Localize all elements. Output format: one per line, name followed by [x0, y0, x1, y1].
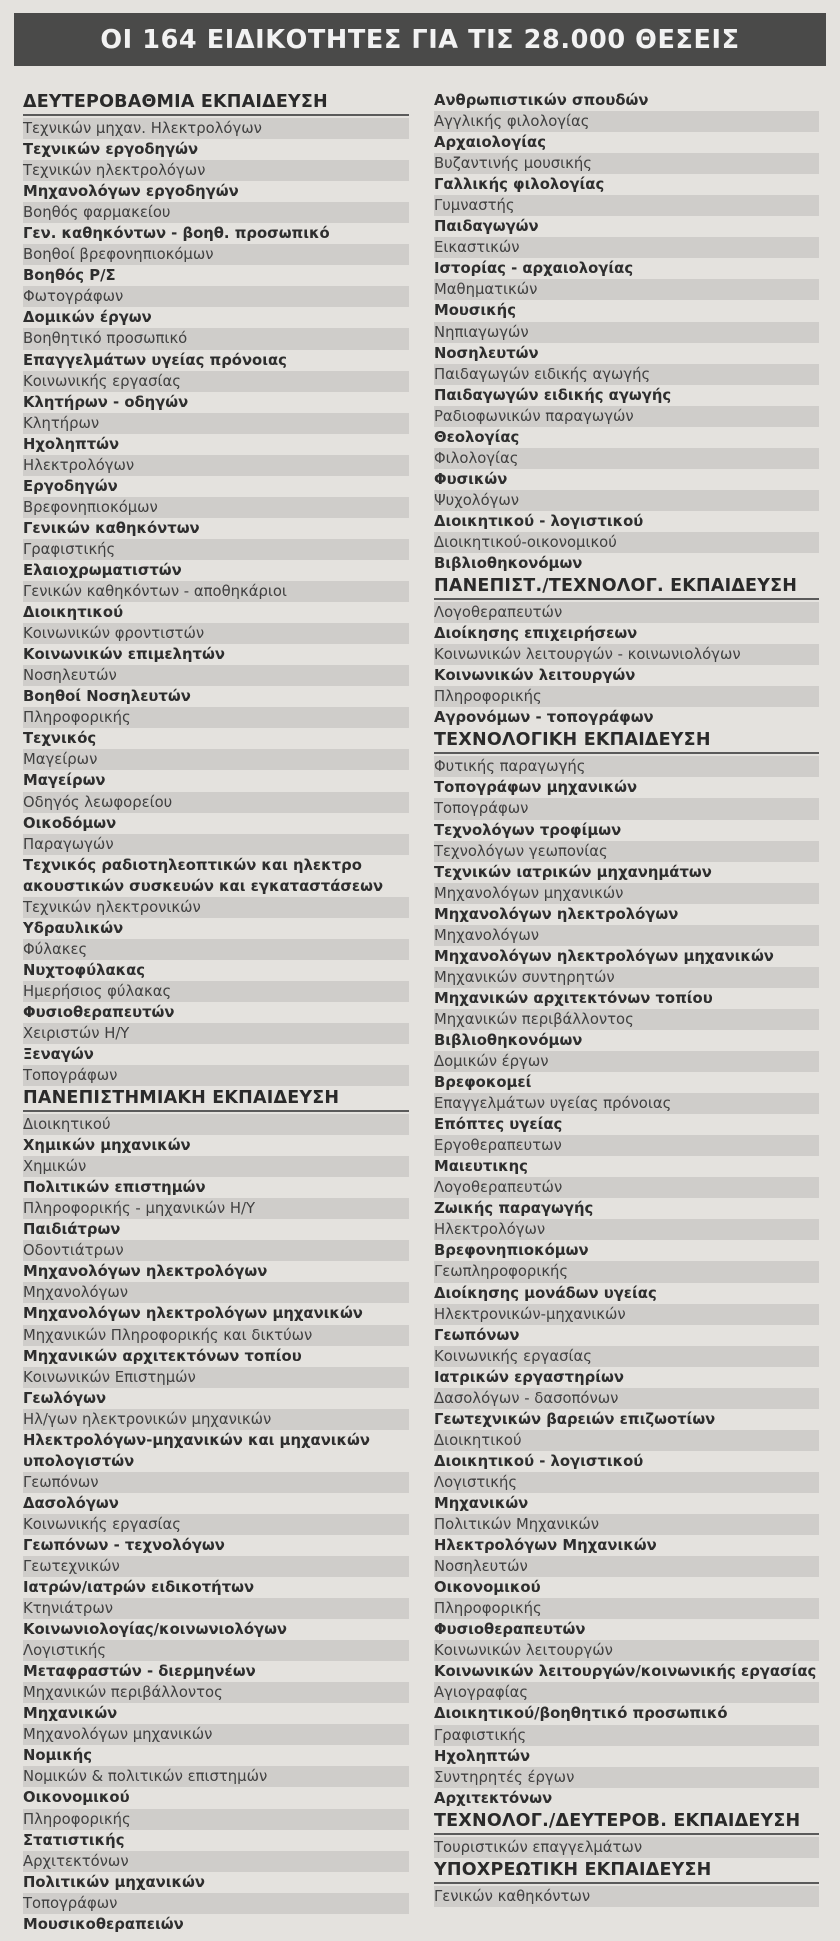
list-item: Διοικητικού - λογιστικού — [434, 512, 644, 530]
list-item: Αρχιτεκτόνων — [434, 1789, 553, 1807]
list-item: Τεχνικών μηχαν. Ηλεκτρολόγων — [23, 118, 409, 139]
list-item: Στατιστικής — [23, 1831, 125, 1849]
list-item: Μηχανολόγων — [434, 925, 819, 946]
list-item: Μηχανικών περιβάλλοντος — [434, 1009, 819, 1030]
list-item: Βρεφονηπιοκόμων — [434, 1242, 589, 1260]
list-item: Νοσηλευτών — [23, 665, 409, 686]
list-item: Βοηθητικό προσωπικό — [23, 328, 409, 349]
list-item: Φυσιοθεραπευτών — [434, 1621, 586, 1639]
list-item: Δασολόγων - δασοπόνων — [434, 1388, 819, 1409]
specialty-list — [23, 118, 409, 1086]
list-item: Μηχανολόγων ηλεκτρολόγων μηχανικών — [434, 947, 774, 965]
list-item: Επαγγελμάτων υγείας πρόνοιας — [23, 351, 287, 369]
list-item: Οδηγός λεωφορείου — [23, 792, 409, 813]
list-item: Ψυχολόγων — [434, 490, 819, 511]
list-item: Τοπογράφων μηχανικών — [434, 779, 638, 797]
list-item: Γραφιστικής — [434, 1725, 819, 1746]
list-item: Βρεφοκομεί — [434, 1074, 532, 1092]
list-item: Κοινωνικών λειτουργών — [434, 1640, 819, 1661]
specialty-list — [434, 90, 819, 574]
list-item: Γεωπόνων - τεχνολόγων — [23, 1536, 225, 1554]
list-item: Τεχνικός — [23, 730, 97, 748]
list-item: Ζωικής παραγωγής — [434, 1200, 594, 1218]
list-item: Γραφιστικής — [23, 539, 409, 560]
list-item: Τοπογράφων — [23, 1893, 409, 1914]
list-item: Φύλακες — [23, 939, 409, 960]
list-item: Εργοθεραπευτων — [434, 1135, 819, 1156]
list-item: Πληροφορικής — [434, 686, 819, 707]
list-item: Τοπογράφων — [23, 1065, 409, 1086]
list-item: Βυζαντινής μουσικής — [434, 153, 819, 174]
section-heading: ΠΑΝΕΠΙΣΤ./ΤΕΧΝΟΛΟΓ. ΕΚΠΑΙΔΕΥΣΗ — [434, 574, 819, 600]
list-item: Μηχανολόγων μηχανικών — [23, 1724, 409, 1745]
list-item: Βρεφονηπιοκόμων — [23, 497, 409, 518]
list-item: Μηχανολόγων ηλεκτρολόγων μηχανικών — [23, 1305, 363, 1323]
list-item: Λογιστικής — [434, 1472, 819, 1493]
list-item: Θεολογίας — [434, 428, 520, 446]
list-item: Ηλεκτρολόγων — [434, 1219, 819, 1240]
list-item: Ηλεκτρολόγων Μηχανικών — [434, 1537, 657, 1555]
list-item: Μηχανολόγων ηλεκτρολόγων — [434, 905, 679, 923]
list-item: Λογοθεραπευτών — [434, 602, 819, 623]
list-item: Μηχανικών περιβάλλοντος — [23, 1682, 409, 1703]
list-item: Διοικητικού — [434, 1430, 819, 1451]
title-banner — [14, 13, 826, 66]
list-item: Τεχνικών ιατρικών μηχανημάτων — [434, 863, 712, 881]
list-item: Τεχνικός ραδιοτηλεοπτικών και ηλεκτρο ακουστικών συσκευών και εγκαταστάσεων — [23, 856, 384, 895]
list-item: Ραδιοφωνικών παραγωγών — [434, 406, 819, 427]
list-item: Νοσηλευτών — [434, 344, 539, 362]
list-item: Επόπτες υγείας — [434, 1116, 563, 1134]
list-item: Δασολόγων — [23, 1494, 119, 1512]
list-item: Μηχανικών αρχιτεκτόνων τοπίου — [23, 1347, 302, 1365]
list-item: Αρχαιολογίας — [434, 134, 546, 152]
list-item: Γεωπόνων — [23, 1472, 409, 1493]
list-item: Τοπογράφων — [434, 798, 819, 819]
list-item: Πολιτικών επιστημών — [23, 1179, 206, 1197]
list-item: Κτηνιάτρων — [23, 1598, 409, 1619]
specialty-list — [434, 602, 819, 728]
list-item: Ιστορίας - αρχαιολογίας — [434, 260, 634, 278]
list-item: Ημερήσιος φύλακας — [23, 981, 409, 1002]
list-item: Γεωπόνων — [434, 1326, 520, 1344]
list-item: Μηχανολόγων — [23, 1282, 409, 1303]
list-item: Φυσιοθεραπευτών — [23, 1003, 175, 1021]
list-item: Πολιτικών Μηχανικών — [434, 1514, 819, 1535]
list-item: Μαγείρων — [23, 749, 409, 770]
list-item: Μηχανικών αρχιτεκτόνων τοπίου — [434, 989, 713, 1007]
list-item: Νυχτοφύλακας — [23, 961, 146, 979]
list-item: Νηπιαγωγών — [434, 322, 819, 343]
list-item: Πληροφορικής — [23, 1809, 409, 1830]
page-title: ΟΙ 164 ΕΙΔΙΚΟΤΗΤΕΣ ΓΙΑ ΤΙΣ 28.000 ΘΕΣΕΙΣ — [100, 24, 740, 55]
list-item: Κοινωνικών επιμελητών — [23, 646, 225, 664]
list-item: Παιδιάτρων — [23, 1221, 121, 1239]
list-item: Κοινωνικών λειτουργών - κοινωνιολόγων — [434, 644, 819, 665]
list-item: Ελαιοχρωματιστών — [23, 561, 182, 579]
section-heading: ΔΕΥΤΕΡΟΒΑΘΜΙΑ ΕΚΠΑΙΔΕΥΣΗ — [23, 90, 409, 116]
list-item: Μηχανικών Πληροφορικής και δικτύων — [23, 1325, 409, 1346]
right-column — [434, 90, 819, 1907]
list-item: Γεν. καθηκόντων - βοηθ. προσωπικό — [23, 225, 330, 243]
list-item: Βοηθοί Νοσηλευτών — [23, 688, 191, 706]
list-item: Ηλ/γων ηλεκτρονικών μηχανικών — [23, 1409, 409, 1430]
list-item: Μουσικής — [434, 302, 516, 320]
section-heading: ΠΑΝΕΠΙΣΤΗΜΙΑΚΗ ΕΚΠΑΙΔΕΥΣΗ — [23, 1086, 409, 1112]
list-item: Λογιστικής — [23, 1640, 409, 1661]
list-item: Τουριστικών επαγγελμάτων — [434, 1837, 819, 1858]
list-item: Ηχοληπτών — [23, 435, 120, 453]
list-item: Βιβλιοθηκονόμων — [434, 1031, 583, 1049]
list-item: Κοινωνικής εργασίας — [23, 371, 409, 392]
list-item: Τεχνολόγων τροφίμων — [434, 821, 622, 839]
list-item: Μηχανικών συντηρητών — [434, 967, 819, 988]
list-item: Ηλεκτρολόγων — [23, 455, 409, 476]
list-item: Οικονομικού — [23, 1789, 130, 1807]
list-item: Ηλεκτρονικών-μηχανικών — [434, 1304, 819, 1325]
list-item: Εικαστικών — [434, 237, 819, 258]
list-item: Φυσικών — [434, 470, 508, 488]
list-item: Φυτικής παραγωγής — [434, 756, 819, 777]
list-item: Υδραυλικών — [23, 919, 124, 937]
list-item: Εργοδηγών — [23, 477, 118, 495]
list-item: Παιδαγωγών ειδικής αγωγής — [434, 364, 819, 385]
list-item: Νοσηλευτών — [434, 1556, 819, 1577]
list-item: Φιλολογίας — [434, 448, 819, 469]
list-item: Βοηθός Ρ/Σ — [23, 267, 116, 285]
list-item: Παραγωγών — [23, 834, 409, 855]
list-item: Διοικητικού — [23, 1114, 409, 1135]
list-item: Ιατρών/ιατρών ειδικοτήτων — [23, 1579, 255, 1596]
list-item: Οδοντιάτρων — [23, 1240, 409, 1261]
list-item: Μηχανικών — [23, 1705, 118, 1723]
list-item: Οικονομικού — [434, 1579, 541, 1597]
list-item: Διοικητικού-οικονομικού — [434, 532, 819, 553]
list-item: Αγιογραφίας — [434, 1682, 819, 1703]
list-item: Διοίκησης μονάδων υγείας — [434, 1284, 657, 1302]
list-item: Μεταφραστών - διερμηνέων — [23, 1663, 256, 1681]
list-item: Κοινωνικών λειτουργών — [434, 667, 636, 685]
list-item: Γενικών καθηκόντων - αποθηκάριοι — [23, 581, 409, 602]
specialty-list — [23, 1114, 409, 1935]
section-heading: ΥΠΟΧΡΕΩΤΙΚΗ ΕΚΠΑΙΔΕΥΣΗ — [434, 1858, 819, 1884]
list-item: Κοινωνικών λειτουργών/κοινωνικής εργασίας — [434, 1663, 817, 1681]
list-item: Πολιτικών μηχανικών — [23, 1873, 205, 1891]
list-item: Πληροφορικής - μηχανικών Η/Υ — [23, 1198, 409, 1219]
list-item: Κοινωνικής εργασίας — [23, 1514, 409, 1535]
list-item: Συντηρητές έργων — [434, 1767, 819, 1788]
list-item: Τεχνικών ηλεκτρονικών — [23, 897, 409, 918]
list-item: Γεωτεχνικών βαρειών επιζωοτίων — [434, 1410, 716, 1428]
specialty-list — [434, 1886, 819, 1907]
list-item: Επαγγελμάτων υγείας πρόνοιας — [434, 1093, 819, 1114]
list-item: Αρχιτεκτόνων — [23, 1851, 409, 1872]
list-item: Γαλλικής φιλολογίας — [434, 176, 605, 194]
section-heading: ΤΕΧΝΟΛΟΓ./ΔΕΥΤΕΡΟΒ. ΕΚΠΑΙΔΕΥΣΗ — [434, 1809, 819, 1835]
list-item: Διοικητικού/βοηθητικό προσωπικό — [434, 1705, 728, 1723]
list-item: Ηχοληπτών — [434, 1747, 531, 1765]
list-item: Δομικών έργων — [434, 1051, 819, 1072]
list-item: Κοινωνικών Επιστημών — [23, 1367, 409, 1388]
list-item: Μαιευτικης — [434, 1158, 528, 1176]
list-item: Βιβλιοθηκονόμων — [434, 555, 583, 573]
list-item: Διοικητικού — [23, 604, 124, 622]
list-item: Γυμναστής — [434, 195, 819, 216]
list-item: Κοινωνιολογίας/κοινωνιολόγων — [23, 1621, 288, 1639]
list-item: Μηχανολόγων ηλεκτρολόγων — [23, 1263, 268, 1281]
list-item: Τεχνολόγων γεωπονίας — [434, 841, 819, 862]
list-item: Μηχανολόγων εργοδηγών — [23, 183, 239, 201]
list-item: Κοινωνικών φροντιστών — [23, 623, 409, 644]
list-item: Λογοθεραπευτών — [434, 1177, 819, 1198]
list-item: Νομικής — [23, 1747, 93, 1765]
list-item: Γενικών καθηκόντων — [434, 1886, 819, 1907]
list-item: Πληροφορικής — [434, 1598, 819, 1619]
list-item: Ανθρωπιστικών σπουδών — [434, 92, 649, 109]
list-item: Ιατρικών εργαστηρίων — [434, 1368, 624, 1386]
list-item: Αγρονόμων - τοπογράφων — [434, 709, 654, 727]
list-item: Διοικητικού - λογιστικού — [434, 1452, 644, 1470]
list-item: Ηλεκτρολόγων-μηχανικών και μηχανικών υπολογιστών — [23, 1431, 370, 1470]
list-item: Ξεναγών — [23, 1045, 94, 1063]
section-heading: ΤΕΧΝΟΛΟΓΙΚΗ ΕΚΠΑΙΔΕΥΣΗ — [434, 728, 819, 754]
list-item: Μαγείρων — [23, 772, 106, 790]
list-item: Γενικών καθηκόντων — [23, 519, 200, 537]
list-item: Διοίκησης επιχειρήσεων — [434, 625, 638, 643]
list-item: Κλητήρων - οδηγών — [23, 393, 189, 411]
list-item: Κοινωνικής εργασίας — [434, 1346, 819, 1367]
list-item: Βοηθός φαρμακείου — [23, 202, 409, 223]
list-item: Μαθηματικών — [434, 279, 819, 300]
list-item: Δομικών έργων — [23, 309, 152, 327]
list-item: Παιδαγωγών — [434, 218, 539, 236]
left-column — [23, 90, 409, 1935]
list-item: Χημικών μηχανικών — [23, 1137, 191, 1155]
list-item: Κλητήρων — [23, 413, 409, 434]
list-item: Μηχανολόγων μηχανικών — [434, 883, 819, 904]
list-item: Μουσικοθεραπειών — [23, 1915, 184, 1933]
list-item: Βοηθοί βρεφονηπιοκόμων — [23, 244, 409, 265]
list-item: Χημικών — [23, 1156, 409, 1177]
list-item: Χειριστών Η/Υ — [23, 1023, 409, 1044]
list-item: Πληροφορικής — [23, 707, 409, 728]
list-item: Γεωτεχνικών — [23, 1556, 409, 1577]
specialty-list — [434, 1837, 819, 1858]
list-item: Φωτογράφων — [23, 286, 409, 307]
list-item: Παιδαγωγών ειδικής αγωγής — [434, 386, 672, 404]
list-item: Μηχανικών — [434, 1495, 529, 1512]
specialty-list — [434, 756, 819, 1808]
list-item: Αγγλικής φιλολογίας — [434, 111, 819, 132]
list-item: Οικοδόμων — [23, 814, 117, 832]
list-item: Νομικών & πολιτικών επιστημών — [23, 1766, 409, 1787]
list-item: Γεωπληροφορικής — [434, 1261, 819, 1282]
list-item: Γεωλόγων — [23, 1389, 107, 1407]
list-item: Τεχνικών εργοδηγών — [23, 141, 199, 159]
list-item: Τεχνικών ηλεκτρολόγων — [23, 160, 409, 181]
